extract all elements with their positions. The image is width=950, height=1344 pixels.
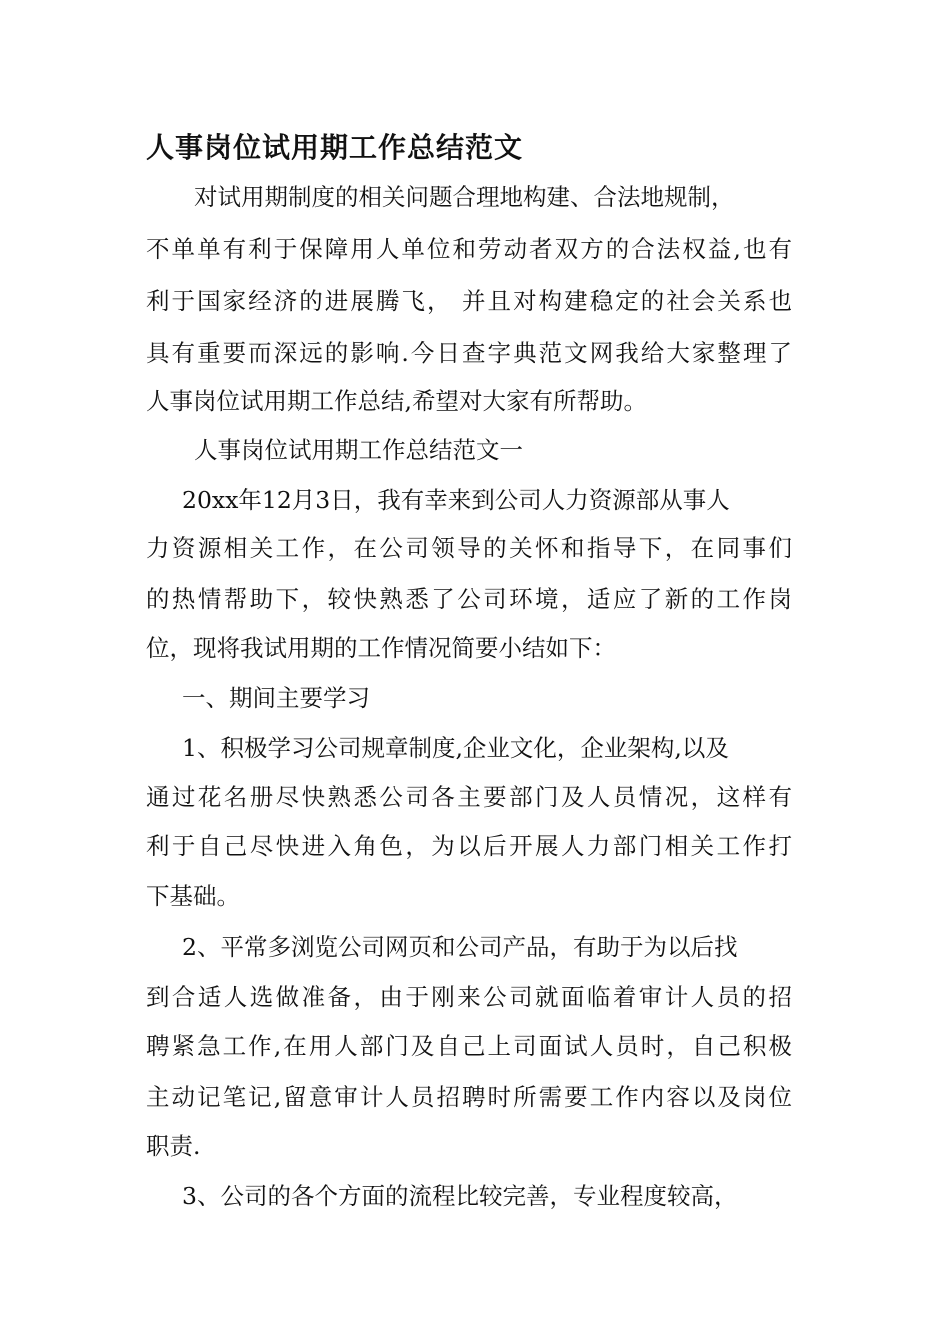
text-line: 位，现将我试用期的工作情况简要小结如下：	[146, 634, 616, 662]
text-line: 力资源相关工作，在公司领导的关怀和指导下，在同事们	[146, 534, 792, 562]
text-line: 利于自己尽快进入角色，为以后开展人力部门相关工作打	[146, 832, 792, 860]
section-heading: 人事岗位试用期工作总结范文一	[194, 436, 523, 464]
text-line: 的热情帮助下，较快熟悉了公司环境，适应了新的工作岗	[146, 585, 792, 613]
text-line: 20xx年12月3日，我有幸来到公司人力资源部从事人	[182, 486, 730, 514]
text-line: 1、积极学习公司规章制度,企业文化，企业架构,以及	[182, 734, 729, 762]
text-line: 对试用期制度的相关问题合理地构建、合法地规制，	[194, 183, 735, 211]
text-line: 到合适人选做准备，由于刚来公司就面临着审计人员的招	[146, 983, 792, 1011]
text-line: 职责.	[146, 1132, 201, 1160]
text-line: 具有重要而深远的影响.今日查字典范文网我给大家整理了	[146, 339, 792, 367]
section-heading: 一、期间主要学习	[182, 684, 370, 712]
text-line: 利于国家经济的进展腾飞， 并且对构建稳定的社会关系也	[146, 287, 792, 315]
text-line: 2、平常多浏览公司网页和公司产品，有助于为以后找	[182, 933, 738, 961]
text-line: 人事岗位试用期工作总结,希望对大家有所帮助。	[146, 387, 647, 415]
text-line: 主动记笔记,留意审计人员招聘时所需要工作内容以及岗位	[146, 1083, 792, 1111]
text-line: 通过花名册尽快熟悉公司各主要部门及人员情况，这样有	[146, 783, 792, 811]
text-line: 聘紧急工作,在用人部门及自己上司面试人员时，自己积极	[146, 1032, 792, 1060]
text-line: 下基础。	[146, 882, 240, 910]
text-line: 3、公司的各个方面的流程比较完善，专业程度较高，	[182, 1182, 738, 1210]
document-title: 人事岗位试用期工作总结范文	[146, 131, 524, 164]
text-line: 不单单有利于保障用人单位和劳动者双方的合法权益,也有	[146, 235, 792, 263]
